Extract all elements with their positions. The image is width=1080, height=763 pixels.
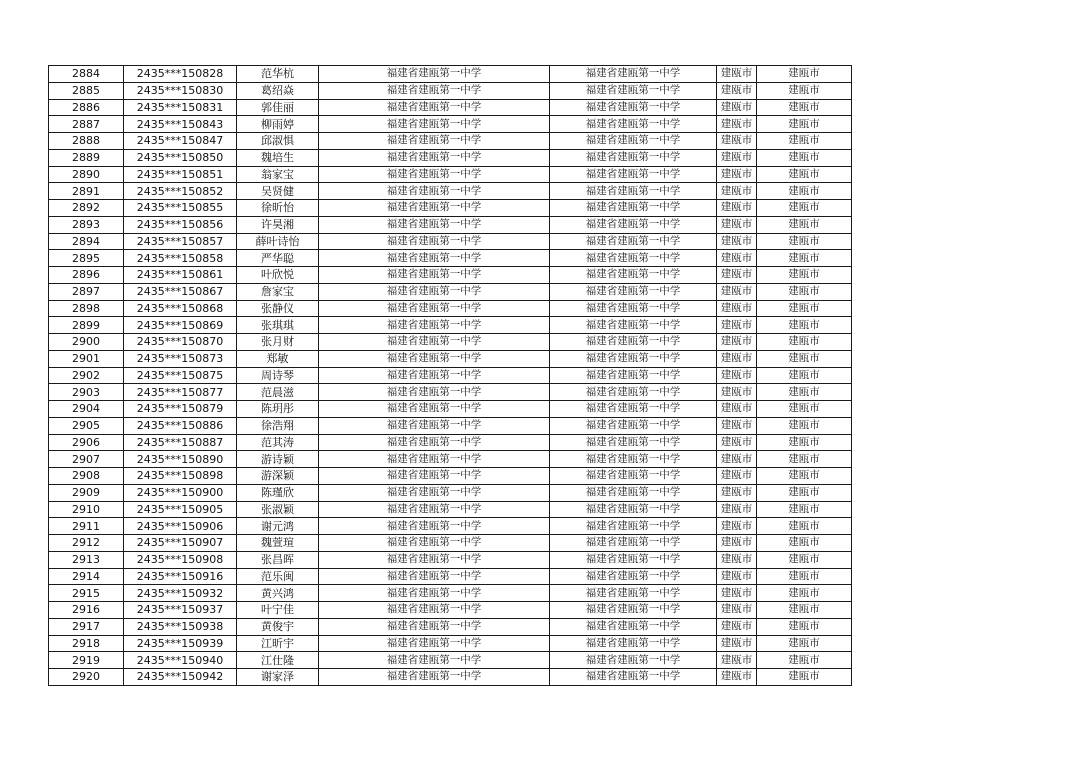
seq-cell: 2893: [49, 216, 124, 233]
school-cell: 福建省建瓯第一中学: [319, 669, 550, 686]
table-row: [49, 233, 852, 250]
seq-cell: 2886: [49, 99, 124, 116]
school-cell: 福建省建瓯第一中学: [319, 216, 550, 233]
name-cell: 张琪琪: [237, 317, 319, 334]
city-cell: 建瓯市: [717, 501, 757, 518]
school-cell-2: 福建省建瓯第一中学: [550, 367, 717, 384]
school-cell: 福建省建瓯第一中学: [319, 535, 550, 552]
school-cell: 福建省建瓯第一中学: [319, 384, 550, 401]
school-cell: 福建省建瓯第一中学: [319, 602, 550, 619]
school-cell: 福建省建瓯第一中学: [319, 66, 550, 83]
seq-cell: 2894: [49, 233, 124, 250]
table-row: [49, 99, 852, 116]
school-cell: 福建省建瓯第一中学: [319, 99, 550, 116]
school-cell-2: 福建省建瓯第一中学: [550, 250, 717, 267]
name-cell: 柳雨婷: [237, 116, 319, 133]
school-cell: 福建省建瓯第一中学: [319, 133, 550, 150]
city-cell-2: 建瓯市: [757, 200, 852, 217]
school-cell: 福建省建瓯第一中学: [319, 300, 550, 317]
school-cell-2: 福建省建瓯第一中学: [550, 384, 717, 401]
id-cell: 2435***150857: [124, 233, 237, 250]
id-cell: 2435***150851: [124, 166, 237, 183]
table-row: [49, 116, 852, 133]
seq-cell: 2892: [49, 200, 124, 217]
school-cell: 福建省建瓯第一中学: [319, 635, 550, 652]
school-cell-2: 福建省建瓯第一中学: [550, 484, 717, 501]
name-cell: 魏萱瑄: [237, 535, 319, 552]
city-cell-2: 建瓯市: [757, 417, 852, 434]
name-cell: 詹家宝: [237, 283, 319, 300]
seq-cell: 2902: [49, 367, 124, 384]
city-cell: 建瓯市: [717, 66, 757, 83]
school-cell: 福建省建瓯第一中学: [319, 585, 550, 602]
school-cell-2: 福建省建瓯第一中学: [550, 417, 717, 434]
name-cell: 叶欣悦: [237, 267, 319, 284]
seq-cell: 2917: [49, 618, 124, 635]
seq-cell: 2920: [49, 669, 124, 686]
city-cell-2: 建瓯市: [757, 551, 852, 568]
school-cell-2: 福建省建瓯第一中学: [550, 618, 717, 635]
id-cell: 2435***150907: [124, 535, 237, 552]
school-cell: 福建省建瓯第一中学: [319, 283, 550, 300]
seq-cell: 2913: [49, 551, 124, 568]
table-row: [49, 434, 852, 451]
city-cell: 建瓯市: [717, 401, 757, 418]
school-cell: 福建省建瓯第一中学: [319, 551, 550, 568]
city-cell: 建瓯市: [717, 468, 757, 485]
city-cell-2: 建瓯市: [757, 283, 852, 300]
table-row: [49, 149, 852, 166]
school-cell: 福建省建瓯第一中学: [319, 116, 550, 133]
name-cell: 陈玥彤: [237, 401, 319, 418]
seq-cell: 2890: [49, 166, 124, 183]
school-cell: 福建省建瓯第一中学: [319, 200, 550, 217]
seq-cell: 2904: [49, 401, 124, 418]
city-cell-2: 建瓯市: [757, 602, 852, 619]
city-cell: 建瓯市: [717, 384, 757, 401]
name-cell: 薛叶诗怡: [237, 233, 319, 250]
school-cell-2: 福建省建瓯第一中学: [550, 149, 717, 166]
city-cell: 建瓯市: [717, 183, 757, 200]
id-cell: 2435***150873: [124, 350, 237, 367]
name-cell: 谢家泽: [237, 669, 319, 686]
city-cell-2: 建瓯市: [757, 585, 852, 602]
school-cell-2: 福建省建瓯第一中学: [550, 334, 717, 351]
name-cell: 张月财: [237, 334, 319, 351]
city-cell: 建瓯市: [717, 350, 757, 367]
city-cell: 建瓯市: [717, 535, 757, 552]
city-cell-2: 建瓯市: [757, 250, 852, 267]
seq-cell: 2885: [49, 82, 124, 99]
school-cell: 福建省建瓯第一中学: [319, 501, 550, 518]
school-cell-2: 福建省建瓯第一中学: [550, 468, 717, 485]
school-cell: 福建省建瓯第一中学: [319, 417, 550, 434]
city-cell: 建瓯市: [717, 635, 757, 652]
school-cell: 福建省建瓯第一中学: [319, 451, 550, 468]
table-row: [49, 652, 852, 669]
school-cell: 福建省建瓯第一中学: [319, 82, 550, 99]
school-cell-2: 福建省建瓯第一中学: [550, 451, 717, 468]
table-row: [49, 551, 852, 568]
name-cell: 翁家宝: [237, 166, 319, 183]
city-cell: 建瓯市: [717, 99, 757, 116]
school-cell-2: 福建省建瓯第一中学: [550, 183, 717, 200]
school-cell-2: 福建省建瓯第一中学: [550, 669, 717, 686]
school-cell-2: 福建省建瓯第一中学: [550, 200, 717, 217]
name-cell: 张静仪: [237, 300, 319, 317]
school-cell-2: 福建省建瓯第一中学: [550, 535, 717, 552]
city-cell-2: 建瓯市: [757, 233, 852, 250]
id-cell: 2435***150861: [124, 267, 237, 284]
seq-cell: 2903: [49, 384, 124, 401]
school-cell-2: 福建省建瓯第一中学: [550, 585, 717, 602]
seq-cell: 2909: [49, 484, 124, 501]
city-cell-2: 建瓯市: [757, 451, 852, 468]
seq-cell: 2891: [49, 183, 124, 200]
school-cell: 福建省建瓯第一中学: [319, 518, 550, 535]
name-cell: 许昊湘: [237, 216, 319, 233]
seq-cell: 2911: [49, 518, 124, 535]
table-row: [49, 166, 852, 183]
id-cell: 2435***150942: [124, 669, 237, 686]
seq-cell: 2918: [49, 635, 124, 652]
table-row: [49, 417, 852, 434]
id-cell: 2435***150828: [124, 66, 237, 83]
school-cell: 福建省建瓯第一中学: [319, 334, 550, 351]
city-cell-2: 建瓯市: [757, 669, 852, 686]
city-cell-2: 建瓯市: [757, 618, 852, 635]
city-cell: 建瓯市: [717, 334, 757, 351]
city-cell-2: 建瓯市: [757, 535, 852, 552]
id-cell: 2435***150916: [124, 568, 237, 585]
id-cell: 2435***150843: [124, 116, 237, 133]
table-row: [49, 133, 852, 150]
name-cell: 严华聪: [237, 250, 319, 267]
city-cell: 建瓯市: [717, 250, 757, 267]
city-cell-2: 建瓯市: [757, 317, 852, 334]
id-cell: 2435***150886: [124, 417, 237, 434]
city-cell-2: 建瓯市: [757, 401, 852, 418]
name-cell: 张昌晖: [237, 551, 319, 568]
city-cell: 建瓯市: [717, 82, 757, 99]
school-cell-2: 福建省建瓯第一中学: [550, 133, 717, 150]
city-cell: 建瓯市: [717, 283, 757, 300]
id-cell: 2435***150905: [124, 501, 237, 518]
table-row: [49, 635, 852, 652]
name-cell: 江昕宇: [237, 635, 319, 652]
school-cell: 福建省建瓯第一中学: [319, 233, 550, 250]
id-cell: 2435***150940: [124, 652, 237, 669]
table-row: [49, 367, 852, 384]
school-cell: 福建省建瓯第一中学: [319, 568, 550, 585]
city-cell: 建瓯市: [717, 434, 757, 451]
city-cell-2: 建瓯市: [757, 434, 852, 451]
city-cell: 建瓯市: [717, 602, 757, 619]
school-cell-2: 福建省建瓯第一中学: [550, 434, 717, 451]
seq-cell: 2884: [49, 66, 124, 83]
id-cell: 2435***150831: [124, 99, 237, 116]
name-cell: 周诗琴: [237, 367, 319, 384]
school-cell-2: 福建省建瓯第一中学: [550, 300, 717, 317]
name-cell: 范其涛: [237, 434, 319, 451]
city-cell-2: 建瓯市: [757, 334, 852, 351]
seq-cell: 2888: [49, 133, 124, 150]
name-cell: 江仕隆: [237, 652, 319, 669]
id-cell: 2435***150850: [124, 149, 237, 166]
table-row: [49, 283, 852, 300]
name-cell: 陈瑾欣: [237, 484, 319, 501]
name-cell: 谢元鸿: [237, 518, 319, 535]
id-cell: 2435***150875: [124, 367, 237, 384]
city-cell: 建瓯市: [717, 233, 757, 250]
table-row: [49, 216, 852, 233]
city-cell: 建瓯市: [717, 518, 757, 535]
id-cell: 2435***150855: [124, 200, 237, 217]
table-row: [49, 535, 852, 552]
city-cell: 建瓯市: [717, 618, 757, 635]
seq-cell: 2901: [49, 350, 124, 367]
table-row: [49, 66, 852, 83]
seq-cell: 2919: [49, 652, 124, 669]
table-row: [49, 518, 852, 535]
city-cell-2: 建瓯市: [757, 468, 852, 485]
id-cell: 2435***150852: [124, 183, 237, 200]
school-cell: 福建省建瓯第一中学: [319, 350, 550, 367]
roster-table: [48, 65, 852, 686]
school-cell: 福建省建瓯第一中学: [319, 250, 550, 267]
table-body: [49, 66, 852, 686]
school-cell-2: 福建省建瓯第一中学: [550, 267, 717, 284]
school-cell-2: 福建省建瓯第一中学: [550, 99, 717, 116]
seq-cell: 2900: [49, 334, 124, 351]
school-cell: 福建省建瓯第一中学: [319, 317, 550, 334]
name-cell: 徐浩翔: [237, 417, 319, 434]
name-cell: 黄俊宇: [237, 618, 319, 635]
name-cell: 魏培生: [237, 149, 319, 166]
id-cell: 2435***150887: [124, 434, 237, 451]
table-row: [49, 82, 852, 99]
seq-cell: 2889: [49, 149, 124, 166]
school-cell-2: 福建省建瓯第一中学: [550, 66, 717, 83]
city-cell: 建瓯市: [717, 133, 757, 150]
city-cell: 建瓯市: [717, 317, 757, 334]
seq-cell: 2899: [49, 317, 124, 334]
school-cell: 福建省建瓯第一中学: [319, 652, 550, 669]
name-cell: 范晨滋: [237, 384, 319, 401]
seq-cell: 2908: [49, 468, 124, 485]
school-cell-2: 福建省建瓯第一中学: [550, 82, 717, 99]
table-row: [49, 484, 852, 501]
name-cell: 葛绍焱: [237, 82, 319, 99]
table-row: [49, 334, 852, 351]
table-row: [49, 618, 852, 635]
city-cell-2: 建瓯市: [757, 384, 852, 401]
school-cell-2: 福建省建瓯第一中学: [550, 501, 717, 518]
name-cell: 徐昕怡: [237, 200, 319, 217]
city-cell-2: 建瓯市: [757, 66, 852, 83]
city-cell-2: 建瓯市: [757, 568, 852, 585]
city-cell-2: 建瓯市: [757, 484, 852, 501]
city-cell-2: 建瓯市: [757, 267, 852, 284]
id-cell: 2435***150932: [124, 585, 237, 602]
table-row: [49, 300, 852, 317]
table-row: [49, 250, 852, 267]
school-cell: 福建省建瓯第一中学: [319, 468, 550, 485]
city-cell-2: 建瓯市: [757, 300, 852, 317]
city-cell-2: 建瓯市: [757, 367, 852, 384]
seq-cell: 2897: [49, 283, 124, 300]
school-cell: 福建省建瓯第一中学: [319, 401, 550, 418]
school-cell-2: 福建省建瓯第一中学: [550, 635, 717, 652]
seq-cell: 2907: [49, 451, 124, 468]
seq-cell: 2905: [49, 417, 124, 434]
id-cell: 2435***150870: [124, 334, 237, 351]
name-cell: 黄兴鸿: [237, 585, 319, 602]
city-cell-2: 建瓯市: [757, 652, 852, 669]
table-row: [49, 200, 852, 217]
city-cell: 建瓯市: [717, 166, 757, 183]
id-cell: 2435***150908: [124, 551, 237, 568]
city-cell: 建瓯市: [717, 568, 757, 585]
seq-cell: 2887: [49, 116, 124, 133]
id-cell: 2435***150890: [124, 451, 237, 468]
seq-cell: 2898: [49, 300, 124, 317]
city-cell-2: 建瓯市: [757, 82, 852, 99]
city-cell: 建瓯市: [717, 267, 757, 284]
school-cell: 福建省建瓯第一中学: [319, 166, 550, 183]
table-row: [49, 350, 852, 367]
city-cell-2: 建瓯市: [757, 216, 852, 233]
city-cell-2: 建瓯市: [757, 183, 852, 200]
id-cell: 2435***150938: [124, 618, 237, 635]
school-cell: 福建省建瓯第一中学: [319, 618, 550, 635]
city-cell-2: 建瓯市: [757, 635, 852, 652]
id-cell: 2435***150906: [124, 518, 237, 535]
table-row: [49, 401, 852, 418]
seq-cell: 2912: [49, 535, 124, 552]
table-row: [49, 468, 852, 485]
id-cell: 2435***150869: [124, 317, 237, 334]
name-cell: 范华杭: [237, 66, 319, 83]
city-cell: 建瓯市: [717, 300, 757, 317]
name-cell: 吴贤健: [237, 183, 319, 200]
school-cell: 福建省建瓯第一中学: [319, 183, 550, 200]
city-cell: 建瓯市: [717, 669, 757, 686]
city-cell: 建瓯市: [717, 551, 757, 568]
seq-cell: 2916: [49, 602, 124, 619]
school-cell-2: 福建省建瓯第一中学: [550, 116, 717, 133]
city-cell: 建瓯市: [717, 484, 757, 501]
id-cell: 2435***150900: [124, 484, 237, 501]
id-cell: 2435***150830: [124, 82, 237, 99]
table-row: [49, 384, 852, 401]
city-cell: 建瓯市: [717, 417, 757, 434]
city-cell-2: 建瓯市: [757, 518, 852, 535]
name-cell: 游深颖: [237, 468, 319, 485]
table-row: [49, 585, 852, 602]
school-cell-2: 福建省建瓯第一中学: [550, 216, 717, 233]
city-cell: 建瓯市: [717, 149, 757, 166]
name-cell: 张淑颖: [237, 501, 319, 518]
school-cell: 福建省建瓯第一中学: [319, 367, 550, 384]
id-cell: 2435***150898: [124, 468, 237, 485]
id-cell: 2435***150856: [124, 216, 237, 233]
school-cell-2: 福建省建瓯第一中学: [550, 518, 717, 535]
seq-cell: 2896: [49, 267, 124, 284]
city-cell: 建瓯市: [717, 367, 757, 384]
id-cell: 2435***150879: [124, 401, 237, 418]
seq-cell: 2895: [49, 250, 124, 267]
school-cell: 福建省建瓯第一中学: [319, 434, 550, 451]
table-row: [49, 669, 852, 686]
school-cell-2: 福建省建瓯第一中学: [550, 233, 717, 250]
name-cell: 叶宁佳: [237, 602, 319, 619]
name-cell: 郭佳丽: [237, 99, 319, 116]
school-cell-2: 福建省建瓯第一中学: [550, 166, 717, 183]
city-cell-2: 建瓯市: [757, 116, 852, 133]
school-cell: 福建省建瓯第一中学: [319, 149, 550, 166]
id-cell: 2435***150847: [124, 133, 237, 150]
seq-cell: 2910: [49, 501, 124, 518]
school-cell-2: 福建省建瓯第一中学: [550, 652, 717, 669]
city-cell: 建瓯市: [717, 652, 757, 669]
id-cell: 2435***150858: [124, 250, 237, 267]
school-cell-2: 福建省建瓯第一中学: [550, 350, 717, 367]
name-cell: 邱淑惧: [237, 133, 319, 150]
name-cell: 游诗颖: [237, 451, 319, 468]
table-row: [49, 602, 852, 619]
id-cell: 2435***150877: [124, 384, 237, 401]
city-cell-2: 建瓯市: [757, 166, 852, 183]
seq-cell: 2915: [49, 585, 124, 602]
school-cell-2: 福建省建瓯第一中学: [550, 551, 717, 568]
city-cell: 建瓯市: [717, 585, 757, 602]
city-cell: 建瓯市: [717, 116, 757, 133]
city-cell: 建瓯市: [717, 216, 757, 233]
table-row: [49, 183, 852, 200]
id-cell: 2435***150939: [124, 635, 237, 652]
seq-cell: 2914: [49, 568, 124, 585]
school-cell-2: 福建省建瓯第一中学: [550, 568, 717, 585]
city-cell-2: 建瓯市: [757, 501, 852, 518]
school-cell-2: 福建省建瓯第一中学: [550, 602, 717, 619]
id-cell: 2435***150937: [124, 602, 237, 619]
city-cell: 建瓯市: [717, 200, 757, 217]
name-cell: 郑敏: [237, 350, 319, 367]
school-cell: 福建省建瓯第一中学: [319, 267, 550, 284]
school-cell-2: 福建省建瓯第一中学: [550, 401, 717, 418]
city-cell-2: 建瓯市: [757, 99, 852, 116]
table-row: [49, 267, 852, 284]
school-cell-2: 福建省建瓯第一中学: [550, 317, 717, 334]
city-cell-2: 建瓯市: [757, 149, 852, 166]
name-cell: 范乐闽: [237, 568, 319, 585]
table-row: [49, 451, 852, 468]
table-row: [49, 501, 852, 518]
id-cell: 2435***150867: [124, 283, 237, 300]
seq-cell: 2906: [49, 434, 124, 451]
school-cell-2: 福建省建瓯第一中学: [550, 283, 717, 300]
id-cell: 2435***150868: [124, 300, 237, 317]
table-row: [49, 568, 852, 585]
city-cell: 建瓯市: [717, 451, 757, 468]
table-row: [49, 317, 852, 334]
city-cell-2: 建瓯市: [757, 133, 852, 150]
school-cell: 福建省建瓯第一中学: [319, 484, 550, 501]
city-cell-2: 建瓯市: [757, 350, 852, 367]
